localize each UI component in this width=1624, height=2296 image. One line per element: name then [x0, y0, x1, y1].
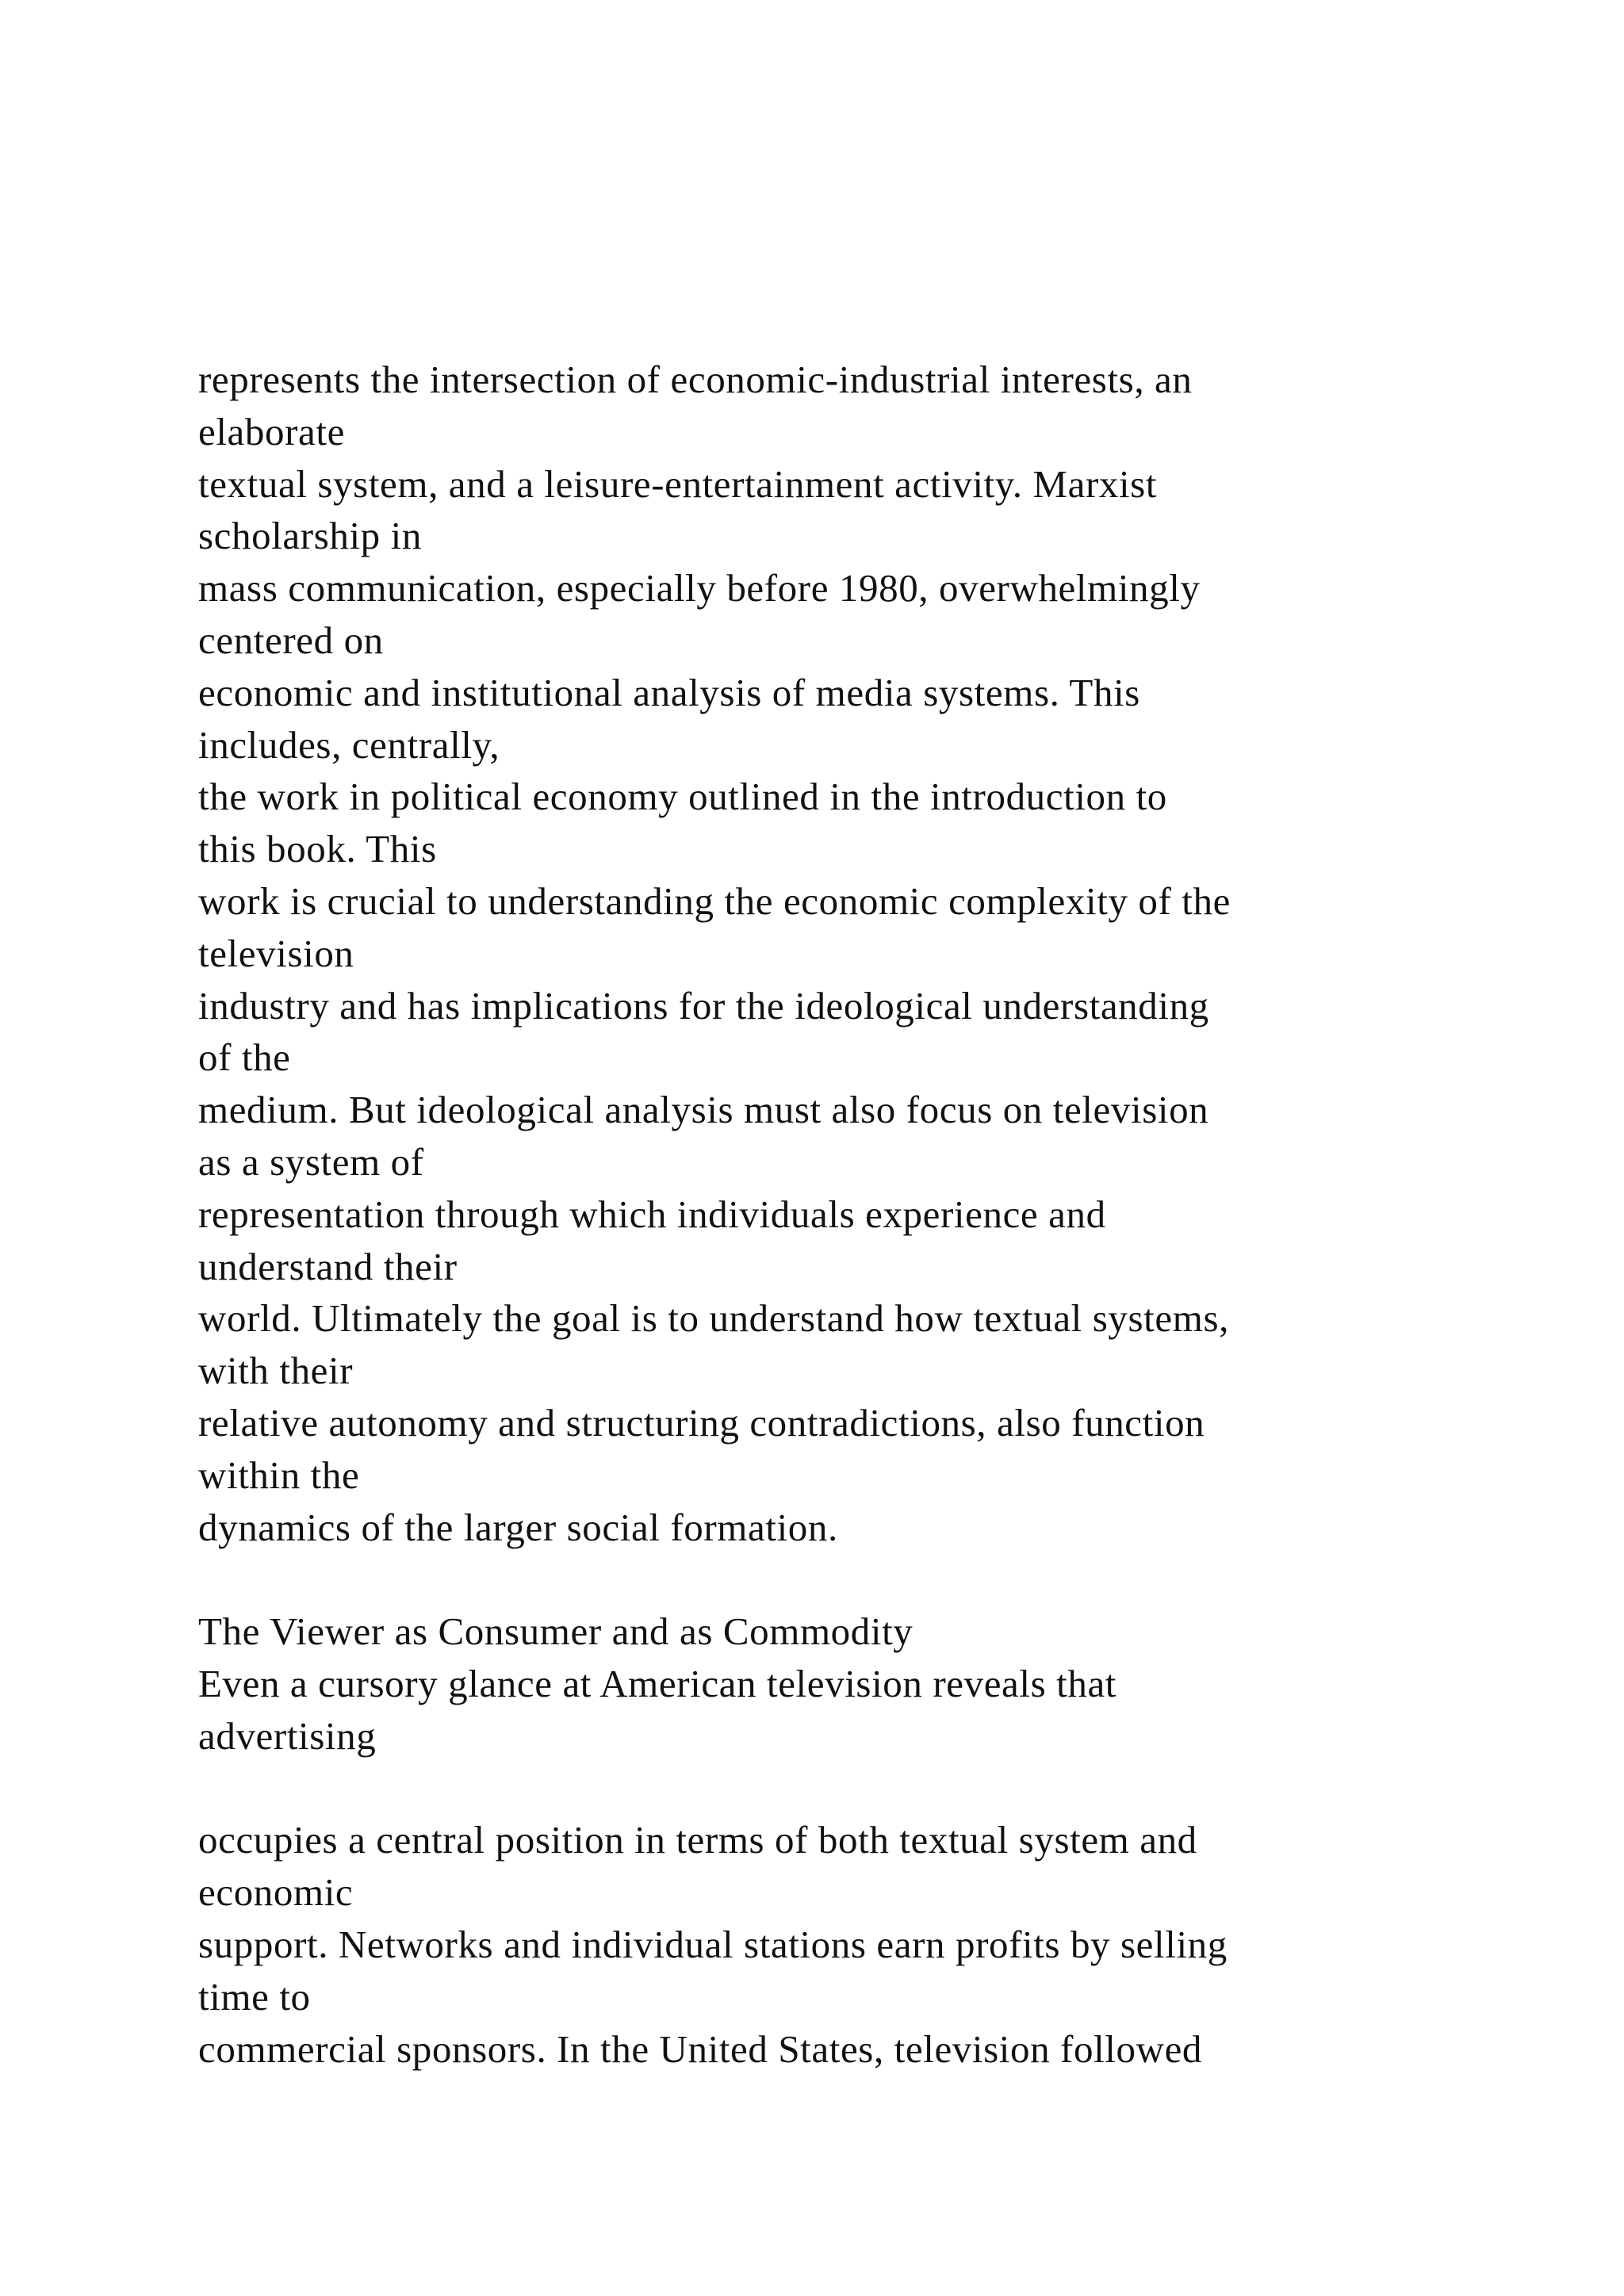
text-line: commercial sponsors. In the United States, television followed [198, 2026, 1203, 2071]
text-line: representation through which individuals experience and [198, 1192, 1106, 1236]
text-line: represents the intersection of economic-industrial interests, an [198, 358, 1193, 401]
text-line: the work in political economy outlined in the introduction to [198, 775, 1167, 819]
section-heading: The Viewer as Consumer and as Commodity [198, 1609, 914, 1654]
text-line: elaborate [198, 409, 345, 453]
text-line: support. Networks and individual stations earn profits by selling [198, 1922, 1228, 1966]
text-line: relative autonomy and structuring contradictions, also function [198, 1400, 1205, 1445]
text-line: dynamics of the larger social formation. [198, 1505, 838, 1549]
text-line: occupies a central position in terms of both textual system and [198, 1818, 1197, 1862]
text-line: Even a cursory glance at American television reveals that [198, 1661, 1117, 1705]
text-line: of the [198, 1035, 291, 1080]
text-line: industry and has implications for the ideological understanding [198, 983, 1209, 1027]
text-line: this book. This [198, 827, 437, 871]
text-line: includes, centrally, [198, 722, 500, 767]
text-line: television [198, 931, 354, 975]
text-line: work is crucial to understanding the economic complexity of the [198, 878, 1231, 923]
text-line: mass communication, especially before 1980, overwhelmingly [198, 566, 1201, 610]
text-line: textual system, and a leisure-entertainment activity. Marxist [198, 461, 1158, 506]
text-line: as a system of [198, 1139, 424, 1184]
text-line: centered on [198, 618, 384, 662]
text-line: advertising [198, 1713, 377, 1758]
text-line: economic [198, 1870, 354, 1915]
text-line: within the [198, 1452, 360, 1497]
body-text [198, 354, 1546, 2075]
blank-line [198, 1553, 1546, 1605]
text-line: world. Ultimately the goal is to understand how textual systems, [198, 1296, 1229, 1341]
blank-line [198, 1762, 1546, 1815]
text-line: with their [198, 1349, 354, 1393]
text-line: understand their [198, 1244, 458, 1288]
text-line: scholarship in [198, 514, 422, 558]
text-line: time to [198, 1974, 311, 2019]
text-line: economic and institutional analysis of media systems. This [198, 670, 1140, 714]
text-line: medium. But ideological analysis must also focus on television [198, 1088, 1209, 1132]
